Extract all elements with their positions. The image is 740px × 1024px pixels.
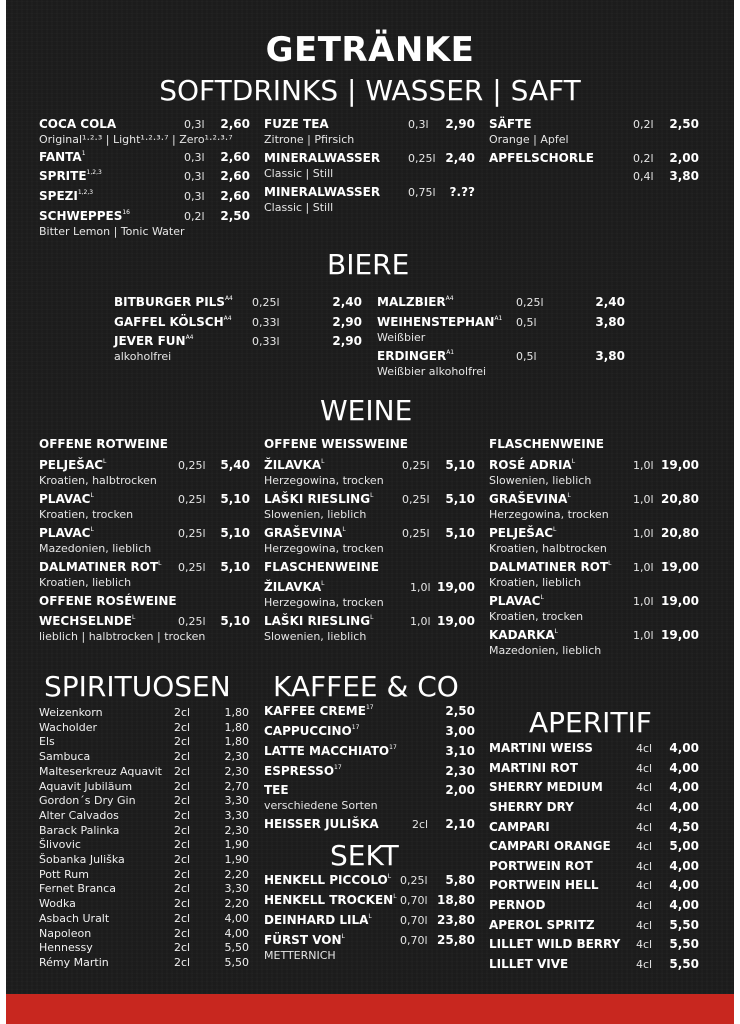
item-name: $GRAŠEVINA^L$ [489, 492, 571, 506]
item-name: LATTE MACCHIATO$^{17}$ [264, 744, 397, 758]
allergen-code: 17 [334, 764, 342, 771]
item-price: 5,10 [220, 526, 250, 540]
item-name: $PLAVAC^L$ [489, 594, 544, 608]
item-name: CAMPARI [489, 820, 550, 834]
item-price: 2,00 [445, 783, 475, 797]
item-description: Slowenien, lieblich [264, 508, 367, 521]
item-description: alkoholfrei [114, 350, 172, 363]
item-name: $PLAVAC^L$ [39, 492, 94, 506]
item-name: Aquavit Jubiläum [39, 779, 133, 793]
item-price: 2,40 [332, 295, 362, 309]
item-volume: 0,25l [408, 152, 436, 165]
item-price: 1,80 [224, 706, 249, 719]
item-price: 5,50 [669, 957, 699, 971]
item-volume: 0,70l [400, 914, 428, 927]
item-price: 5,10 [220, 560, 250, 574]
footer-red-bar [6, 994, 734, 1024]
item-volume: 2cl [174, 750, 191, 764]
allergen-code: L [341, 933, 345, 940]
allergen-code: A1 [494, 315, 503, 322]
item-price: 2,00 [669, 151, 699, 165]
item-volume: 0,33l [252, 335, 280, 348]
item-volume: 2cl [174, 779, 191, 793]
section-title-sekt: SEKT [330, 839, 399, 872]
item-price: 4,00 [669, 898, 699, 912]
item-volume: 2cl [174, 823, 191, 837]
allergen-code: A1 [446, 349, 455, 356]
item-name: LILLET VIVE [489, 957, 569, 971]
category-offene-rotweine: OFFENE ROTWEINE [39, 437, 168, 451]
item-volume: 4cl [636, 762, 653, 775]
allergen-code: L [567, 492, 571, 499]
item-name: LAŠKI $RIESLING^L$ [264, 492, 374, 506]
item-volume: 2cl [174, 926, 191, 940]
item-volume: 2cl [174, 808, 191, 822]
item-price: 2,60 [220, 169, 250, 183]
item-description: Herzegowina, trocken [264, 542, 384, 555]
item-volume: 0,25l [402, 527, 430, 540]
item-price: 5,50 [669, 918, 699, 932]
item-volume: 0,3l [184, 151, 205, 164]
item-description: Zitrone | Pfirsich [264, 133, 355, 146]
item-volume: 2cl [174, 764, 191, 778]
item-volume: 0,3l [184, 170, 205, 183]
item-name: FANTA$^1$ [39, 150, 86, 164]
item-description: Kroatien, lieblich [39, 576, 132, 589]
item-volume: 0,25l [178, 615, 206, 628]
item-name: $MALZBIER^{A4}$ [377, 295, 454, 309]
allergen-code: L [554, 628, 559, 635]
allergen-code: L [90, 492, 94, 499]
item-price: 2,50 [669, 117, 699, 131]
item-description: Weißbier [377, 331, 426, 344]
item-name: Šlivovic [39, 838, 81, 852]
item-name: SCHWEPPES$^{16}$ [39, 209, 130, 223]
item-price: 2,50 [220, 209, 250, 223]
item-description: Mazedonien, lieblich [489, 644, 602, 657]
category-flaschenweine: FLASCHENWEINE [489, 437, 605, 451]
item-name: $GRAŠEVINA^L$ [264, 526, 346, 540]
item-name: BITBURGER $PILS^{A4}$ [114, 295, 233, 309]
item-name: COCA COLA [39, 117, 117, 131]
item-name: HENKELL $PICCOLO^L$ [264, 873, 392, 887]
section-title-biere: BIERE [327, 248, 410, 281]
allergen-code: L [103, 458, 107, 465]
item-name: Wodka [39, 897, 76, 911]
item-name: Šobanka Juliška [39, 853, 125, 866]
item-price: 4,00 [224, 911, 249, 925]
item-description: Herzegowina, trocken [489, 508, 609, 521]
item-volume: 0,3l [184, 118, 205, 131]
allergen-code: 16 [122, 209, 130, 216]
item-price: 2,60 [220, 189, 250, 203]
item-description: Original¹·²·³ | Light¹·²·³·⁷ | Zero¹·²·³·⁷ [39, 133, 233, 146]
item-name: GAFFEL $KÖLSCH^{A4}$ [114, 315, 232, 329]
allergen-code: L [90, 526, 94, 533]
item-volume: 2cl [174, 867, 191, 881]
item-price: 23,80 [437, 913, 475, 927]
item-name: SPRITE$^{1,2,3}$ [39, 169, 102, 183]
item-volume: 2cl [174, 911, 191, 925]
item-volume: 4cl [636, 958, 653, 971]
item-name: SHERRY MEDIUM [489, 780, 603, 794]
item-name: PORTWEIN HELL [489, 878, 599, 892]
item-name: Weizenkorn [39, 706, 103, 719]
allergen-code: 1,2,3 [77, 189, 94, 196]
item-price: 3,30 [224, 808, 249, 822]
item-volume: 2cl [174, 794, 191, 808]
allergen-code: L [321, 458, 325, 465]
allergen-code: L [342, 526, 346, 533]
item-name: FUZE TEA [264, 117, 329, 131]
item-price: 4,50 [669, 820, 699, 834]
allergen-code: 1,2,3 [86, 169, 102, 176]
item-name: $PELJEŠAC^L$ [39, 458, 107, 472]
item-volume: 0,25l [400, 874, 428, 887]
item-price: 5,10 [445, 458, 475, 472]
item-description: Slowenien, lieblich [489, 474, 592, 487]
item-description: Kroatien, trocken [489, 610, 584, 623]
item-name: APEROL SPRITZ [489, 918, 595, 932]
item-volume: 2cl [174, 882, 191, 896]
item-price: 3,80 [595, 315, 625, 329]
item-price: 4,00 [669, 761, 699, 775]
item-price: 3,00 [445, 724, 475, 738]
item-volume: 2cl [174, 706, 191, 719]
item-price: 5,80 [445, 873, 475, 887]
item-price: 3,10 [445, 744, 475, 758]
item-volume: 4cl [636, 938, 653, 951]
item-price: 2,30 [445, 764, 475, 778]
item-name: Barack Palinka [39, 823, 120, 837]
item-volume: 2cl [412, 818, 429, 831]
item-price: ?.?? [449, 185, 475, 199]
item-volume: 2cl [174, 838, 191, 852]
allergen-code: L [540, 594, 544, 601]
item-price: 5,10 [445, 492, 475, 506]
allergen-code: 17 [351, 724, 360, 731]
item-price: 5,50 [669, 937, 699, 951]
allergen-code: A4 [445, 295, 454, 302]
item-description: Kroatien, halbtrocken [39, 474, 157, 487]
item-description: Weißbier alkoholfrei [377, 365, 487, 378]
item-name: DALMATINER $ROT^L$ [39, 560, 162, 574]
item-price: 20,80 [661, 526, 699, 540]
item-description: Bitter Lemon | Tonic Water [39, 225, 185, 238]
item-name: MARTINI WEISS [489, 741, 593, 755]
item-volume: 0,75l [408, 186, 436, 199]
item-price: 2,30 [224, 750, 249, 764]
item-volume: 1,0l [633, 527, 654, 540]
item-name: $ŽILAVKA^L$ [264, 580, 325, 594]
item-price: 18,80 [437, 893, 475, 907]
item-volume: 1,0l [410, 581, 431, 594]
item-name: DEINHARD $LILA^L$ [264, 913, 372, 927]
item-price: 2,90 [332, 334, 362, 348]
item-price: 2,30 [224, 823, 249, 837]
section-title-spirituosen: SPIRITUOSEN [44, 670, 231, 703]
allergen-code: L [158, 560, 162, 567]
allergen-code: L [131, 614, 136, 621]
item-description: Slowenien, lieblich [264, 630, 367, 643]
item-description: Classic | Still [264, 201, 334, 214]
item-name: TEE [264, 783, 289, 797]
item-name: $KADARKA^L$ [489, 628, 559, 642]
item-price: 2,50 [445, 704, 475, 718]
category-offene-weissweine: OFFENE WEISSWEINE [264, 437, 408, 451]
item-price: 3,30 [224, 882, 249, 896]
item-price: 4,00 [669, 878, 699, 892]
item-volume: 2cl [174, 735, 191, 749]
item-price: 2,60 [220, 117, 250, 131]
item-volume: 4cl [636, 781, 653, 794]
item-price: 19,00 [661, 594, 699, 608]
item-volume: 0,25l [178, 493, 206, 506]
item-name: HEISSER JULIŠKA [264, 817, 379, 831]
item-price: 19,00 [661, 560, 699, 574]
item-volume: 1,0l [633, 561, 654, 574]
item-name: Rémy Martin [39, 955, 109, 969]
item-name: LAŠKI $RIESLING^L$ [264, 614, 374, 628]
item-name: $WECHSELNDE^L$ [39, 614, 136, 628]
item-name: MINERALWASSER [264, 185, 381, 199]
item-price: 1,90 [224, 838, 249, 852]
item-description: Classic | Still [264, 167, 334, 180]
item-description: METTERNICH [264, 949, 336, 962]
item-price: 5,40 [220, 458, 250, 472]
item-price: 4,00 [669, 800, 699, 814]
item-price: 2,60 [220, 150, 250, 164]
item-volume: 4cl [636, 742, 653, 755]
item-volume: 0,2l [633, 152, 654, 165]
item-name: $PELJEŠAC^L$ [489, 526, 557, 540]
section-title-weine: WEINE [320, 394, 413, 427]
item-volume: 0,25l [178, 459, 206, 472]
item-price: 5,00 [669, 839, 699, 853]
allergen-code: A4 [224, 295, 233, 302]
allergen-code: L [370, 614, 374, 621]
menu-subtitle: SOFTDRINKS | WASSER | SAFT [159, 74, 581, 107]
item-name: PERNOD [489, 898, 546, 912]
allergen-code: L [608, 560, 612, 567]
item-name: LILLET WILD BERRY [489, 937, 621, 951]
item-name: $PLAVAC^L$ [39, 526, 94, 540]
item-volume: 4cl [636, 879, 653, 892]
item-description: Mazedonien, lieblich [39, 542, 152, 555]
item-price: 3,80 [669, 169, 699, 183]
item-name: HENKELL $TROCKEN^L$ [264, 893, 397, 907]
item-volume: 4cl [636, 801, 653, 814]
item-volume: 2cl [174, 720, 191, 734]
item-volume: 2cl [174, 955, 191, 969]
item-name: PORTWEIN ROT [489, 859, 593, 873]
item-volume: 0,25l [402, 493, 430, 506]
item-description: verschiedene Sorten [264, 799, 378, 812]
item-volume: 0,25l [402, 459, 430, 472]
item-name: Els [39, 735, 55, 749]
item-volume: 4cl [636, 840, 653, 853]
section-title-kaffee: KAFFEE & CO [273, 670, 459, 703]
category-offene-roseweine: OFFENE ROSÉWEINE [39, 594, 177, 608]
allergen-code: L [368, 913, 372, 920]
item-name: Asbach Uralt [39, 911, 110, 925]
item-price: 1,90 [224, 853, 249, 866]
item-price: 3,30 [224, 794, 249, 808]
item-description: Orange | Apfel [489, 133, 569, 146]
item-price: 5,10 [220, 492, 250, 506]
item-price: 19,00 [437, 614, 475, 628]
item-name: KAFFEE CREME$^{17}$ [264, 704, 374, 718]
item-volume: 4cl [636, 899, 653, 912]
item-price: 2,40 [595, 295, 625, 309]
item-price: 2,70 [224, 779, 249, 793]
item-name: Gordon´s Dry Gin [39, 794, 136, 808]
allergen-code: L [393, 893, 397, 900]
item-volume: 0,4l [633, 170, 654, 183]
item-description: Kroatien, lieblich [489, 576, 582, 589]
allergen-code: A4 [185, 334, 194, 341]
item-volume: 0,3l [184, 190, 205, 203]
item-volume: 4cl [636, 821, 653, 834]
item-volume: 0,25l [178, 527, 206, 540]
item-name: Napoleon [39, 926, 92, 940]
item-name: Sambuca [39, 750, 91, 764]
item-name: Malteserkreuz Aquavit [39, 764, 162, 778]
allergen-code: A4 [223, 315, 232, 322]
item-volume: 4cl [636, 860, 653, 873]
item-name: CAMPARI ORANGE [489, 839, 611, 853]
item-price: 2,90 [332, 315, 362, 329]
item-name: DALMATINER $ROT^L$ [489, 560, 612, 574]
item-volume: 1,0l [633, 595, 654, 608]
item-price: 20,80 [661, 492, 699, 506]
item-price: 2,90 [445, 117, 475, 131]
item-name: MARTINI ROT [489, 761, 578, 775]
item-volume: 0,5l [516, 350, 537, 363]
item-price: 25,80 [437, 933, 475, 947]
item-name: MINERALWASSER [264, 151, 381, 165]
item-description: Kroatien, trocken [39, 508, 134, 521]
item-name: SÄFTE [489, 117, 532, 131]
item-volume: 0,25l [178, 561, 206, 574]
item-name: $WEIHENSTEPHAN^{A1}$ [377, 315, 503, 329]
item-volume: 0,33l [252, 316, 280, 329]
item-volume: 4cl [636, 919, 653, 932]
item-volume: 2cl [174, 897, 191, 911]
item-price: 5,10 [220, 614, 250, 628]
allergen-code: 17 [389, 744, 397, 751]
item-price: 2,30 [224, 764, 249, 778]
item-price: 19,00 [661, 458, 699, 472]
item-description: Herzegowina, trocken [264, 474, 384, 487]
item-volume: 1,0l [633, 493, 654, 506]
section-title-aperitif: APERITIF [529, 706, 652, 739]
allergen-code: L [387, 873, 392, 880]
item-price: 19,00 [437, 580, 475, 594]
item-description: Herzegowina, trocken [264, 596, 384, 609]
item-price: 2,10 [445, 817, 475, 831]
item-name: Pott Rum [39, 867, 89, 881]
allergen-code: L [571, 458, 576, 465]
item-description: Kroatien, halbtrocken [489, 542, 607, 555]
allergen-code: L [370, 492, 374, 499]
item-name: ESPRESSO$^{17}$ [264, 764, 342, 778]
item-volume: 0,3l [408, 118, 429, 131]
item-name: JEVER $FUN^{A4}$ [114, 334, 194, 348]
item-price: 4,00 [669, 780, 699, 794]
item-name: APFELSCHORLE [489, 151, 594, 165]
allergen-code: 17 [365, 704, 374, 711]
item-volume: 0,2l [633, 118, 654, 131]
item-volume: 1,0l [633, 459, 654, 472]
item-name: ROSÉ $ADRIA^L$ [489, 458, 576, 472]
item-price: 4,00 [669, 741, 699, 755]
allergen-code: L [553, 526, 557, 533]
item-volume: 1,0l [633, 629, 654, 642]
item-description: lieblich | halbtrocken | trocken [39, 630, 206, 643]
item-name: $ŽILAVKA^L$ [264, 458, 325, 472]
item-volume: 0,5l [516, 316, 537, 329]
item-name: Fernet Branca [39, 882, 116, 896]
item-price: 2,20 [224, 867, 249, 881]
item-volume: 0,70l [400, 934, 428, 947]
item-name: Alter Calvados [39, 808, 119, 822]
item-volume: 0,2l [184, 210, 205, 223]
item-name: CAPPUCCINO$^{17}$ [264, 724, 360, 738]
allergen-code: 1 [81, 150, 86, 157]
item-volume: 2cl [174, 941, 191, 955]
item-price: 4,00 [669, 859, 699, 873]
menu-title: GETRÄNKE [265, 30, 475, 70]
category-flaschenweine-weiss: FLASCHENWEINE [264, 560, 380, 574]
item-name: Wacholder [39, 720, 97, 734]
item-volume: 1,0l [410, 615, 431, 628]
item-volume: 0,25l [516, 296, 544, 309]
item-name: SPEZI$^{1,2,3}$ [39, 189, 94, 203]
item-price: 5,50 [224, 941, 249, 955]
item-volume: 0,70l [400, 894, 428, 907]
item-price: 19,00 [661, 628, 699, 642]
item-volume: 0,25l [252, 296, 280, 309]
item-price: 5,50 [224, 955, 249, 969]
item-name: $ERDINGER^{A1}$ [377, 349, 455, 363]
item-price: 1,80 [224, 735, 249, 749]
item-volume: 2cl [174, 853, 191, 866]
item-name: FÜRST $VON^L$ [264, 933, 345, 947]
item-name: Hennessy [39, 941, 93, 955]
item-price: 2,40 [445, 151, 475, 165]
item-name: SHERRY DRY [489, 800, 574, 814]
item-price: 5,10 [445, 526, 475, 540]
item-price: 1,80 [224, 720, 249, 734]
allergen-code: L [321, 580, 325, 587]
item-price: 4,00 [224, 926, 249, 940]
item-price: 2,20 [224, 897, 249, 911]
item-price: 3,80 [595, 349, 625, 363]
